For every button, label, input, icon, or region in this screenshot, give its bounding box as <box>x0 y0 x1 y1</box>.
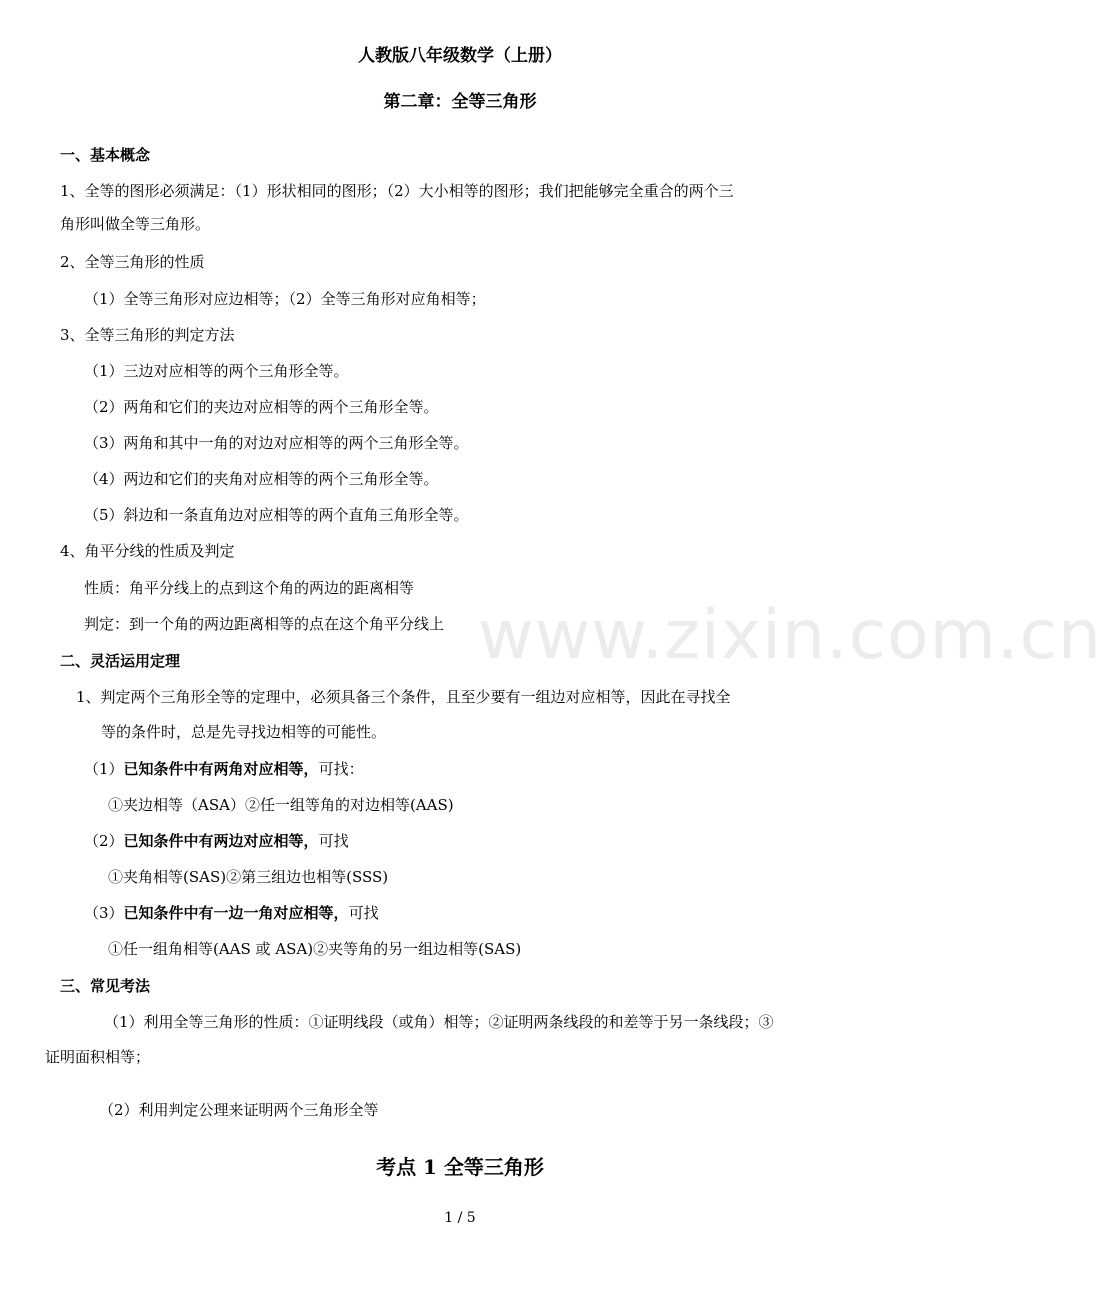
document-title: 人教版八年级数学（上册） <box>358 46 562 66</box>
condition-prefix: （1） <box>84 760 124 778</box>
condition-bold: 已知条件中有一边一角对应相等， <box>123 904 349 922</box>
list-item: （5）斜边和一条直角边对应相等的两个直角三角形全等。 <box>84 506 469 524</box>
subheading-criteria: 3、全等三角形的判定方法 <box>60 326 235 344</box>
chapter-title: 第二章：全等三角形 <box>383 92 537 112</box>
section-heading-theorems: 二、灵活运用定理 <box>60 652 181 670</box>
list-item: （4）两边和它们的夹角对应相等的两个三角形全等。 <box>84 470 439 488</box>
paragraph-line: （2）利用判定公理来证明两个三角形全等 <box>99 1101 379 1119</box>
paragraph-line: 角形叫做全等三角形。 <box>60 215 211 233</box>
list-item: （1）全等三角形对应边相等；（2）全等三角形对应角相等； <box>84 290 486 308</box>
page-number: 1 / 5 <box>444 1210 476 1226</box>
condition-line <box>84 759 364 779</box>
condition-bold: 已知条件中有两角对应相等， <box>123 760 319 778</box>
condition-suffix: 可找： <box>318 760 364 778</box>
paragraph-line: （1）利用全等三角形的性质：①证明线段（或角）相等；②证明两条线段的和差等于另一条线段；③ <box>104 1013 774 1031</box>
condition-bold: 已知条件中有两边对应相等， <box>123 832 319 850</box>
condition-prefix: （3） <box>84 904 124 922</box>
list-item: （2）两角和它们的夹边对应相等的两个三角形全等。 <box>84 398 439 416</box>
condition-detail: ①夹角相等(SAS)②第三组边也相等(SSS) <box>108 868 389 886</box>
condition-detail: ①任一组角相等(AAS 或 ASA)②夹等角的另一组边相等(SAS) <box>108 940 522 958</box>
subheading-properties: 2、全等三角形的性质 <box>60 253 205 271</box>
watermark: www.zixin.com.cn <box>478 596 1102 675</box>
condition-prefix: （2） <box>84 832 124 850</box>
section-heading-common-methods: 三、常见考法 <box>60 977 151 995</box>
paragraph-line: 1、全等的图形必须满足：（1）形状相同的图形；（2）大小相等的图形；我们把能够完全重合的两个三 <box>60 182 734 200</box>
property-text: 性质：角平分线上的点到这个角的两边的距离相等 <box>84 579 415 597</box>
judgement-text: 判定：到一个角的两边距离相等的点在这个角平分线上 <box>84 615 445 633</box>
subheading-angle-bisector: 4、角平分线的性质及判定 <box>60 542 235 560</box>
kaodian-heading: 考点 1 全等三角形 <box>376 1155 544 1179</box>
paragraph-line: 证明面积相等； <box>45 1048 151 1066</box>
section-heading-basic-concepts: 一、基本概念 <box>60 146 151 164</box>
paragraph-line: 1、判定两个三角形全等的定理中，必须具备三个条件，且至少要有一组边对应相等，因此在寻找全 <box>76 688 731 706</box>
condition-suffix: 可找 <box>318 832 349 850</box>
paragraph-line: 等的条件时，总是先寻找边相等的可能性。 <box>101 723 387 741</box>
condition-detail: ①夹边相等（ASA）②任一组等角的对边相等(AAS) <box>108 796 454 814</box>
condition-line <box>84 903 379 923</box>
condition-line <box>84 831 349 851</box>
list-item: （3）两角和其中一角的对边对应相等的两个三角形全等。 <box>84 434 469 452</box>
condition-suffix: 可找 <box>348 904 379 922</box>
list-item: （1）三边对应相等的两个三角形全等。 <box>84 362 349 380</box>
